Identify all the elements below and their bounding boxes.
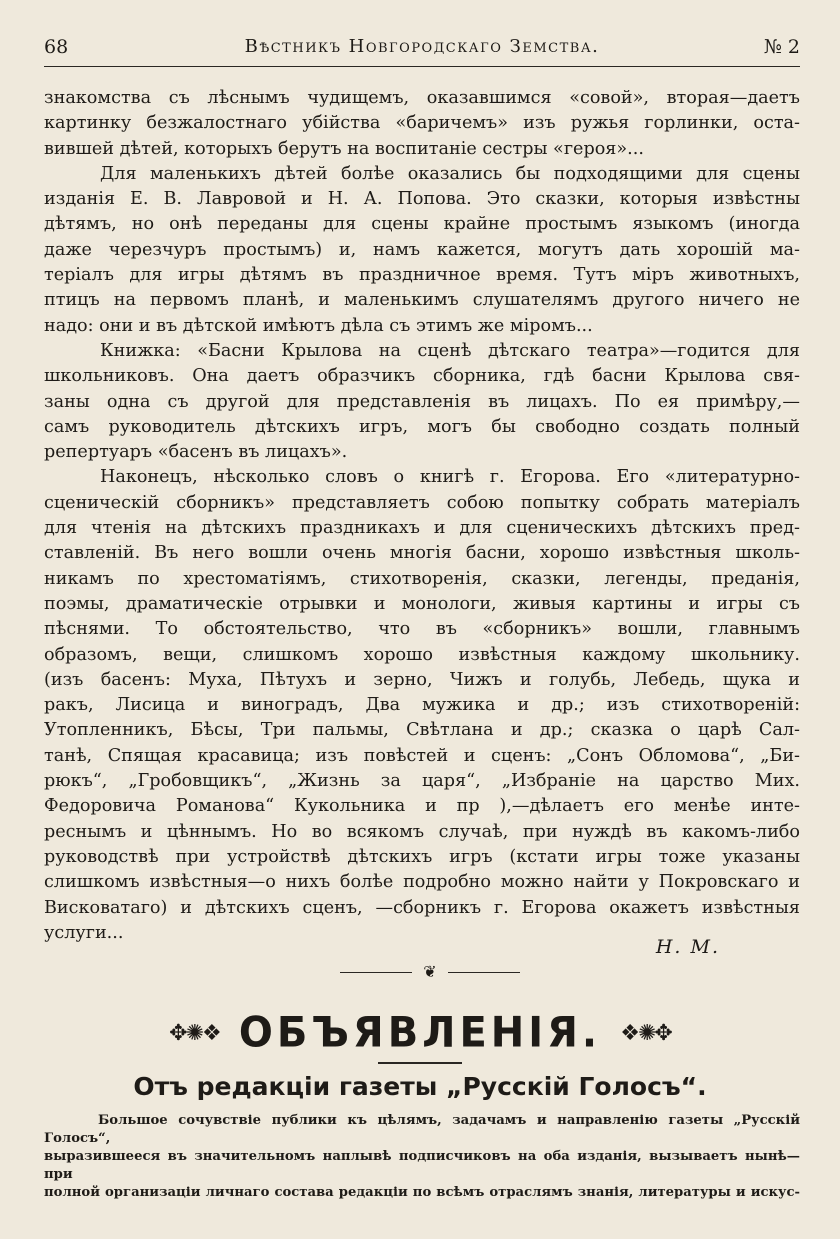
fleuron-icon: ❦ [412,962,448,982]
ads-title: ОБЪЯВЛЕНІЯ. [238,1008,602,1058]
text-line: услуги... [44,922,124,943]
text-line: репертуаръ «басенъ въ лицахъ». [44,442,348,463]
text-line: знакомства съ лѣснымъ чудищемъ, оказавшимся «совой», вторая—даетъ [44,88,800,108]
text-line: реснымъ и цѣннымъ. Но во всякомъ случаѣ, при нуждѣ въ какомъ-либо [44,821,800,842]
ads-heading [0,1010,840,1056]
text-line: Книжка: «Басни Крылова на сценѣ дѣтскаго театра»—годится для [100,340,800,361]
text-line: Федоровича Романова“ Кукольника и пр ),—дѣлаетъ его менѣе инте- [44,796,800,817]
text-line: теріалъ для игры дѣтямъ въ праздничное время. Тутъ міръ животныхъ, [44,265,800,286]
text-line: школьниковъ. Она даетъ образчикъ сборника, гдѣ басни Крылова свя- [44,366,800,387]
text-line: пѣснями. То обстоятельство, что въ «сборникъ» вошли, главнымъ [44,619,800,640]
text-line: изданія Е. В. Лавровой и Н. А. Попова. Это сказки, которыя извѣстны [44,189,800,210]
section-divider-ornament [340,962,520,982]
text-line: руководствѣ при устройствѣ дѣтскихъ игръ (кстати игры тоже указаны [44,846,800,867]
text-line: для чтенія на дѣтскихъ праздникахъ и для сценическихъ дѣтскихъ пред- [44,518,800,539]
text-line: танѣ, Спящая красавица; изъ повѣстей и сценъ: „Сонъ Обломова“, „Би- [44,745,800,766]
issue-number: № 2 [763,36,800,58]
text-line: Висковатаго) и дѣтскихъ сценъ, —сборникъ г. Егорова окажетъ извѣстныя [44,897,800,918]
running-header [44,36,800,67]
text-line: поэмы, драматическіе отрывки и монологи, живыя картины и игры съ [44,593,800,614]
text-line: Утопленникъ, Бѣсы, Три пальмы, Свѣтлана и др.; сказка о царѣ Сал- [44,720,800,741]
text-line: птицъ на первомъ планѣ, и маленькимъ слушателямъ другого ничего не [44,290,800,311]
ad-subheading: Отъ редакціи газеты „Русскій Голосъ“. [133,1072,707,1101]
article-body [44,86,800,946]
text-line: сценическій сборникъ» представляетъ собою попытку собрать матеріалъ [44,492,800,513]
ad-line: полной организаціи личнаго состава редакціи по всѣмъ отраслямъ знанія, литературы и искус- [44,1185,800,1200]
page-number: 68 [44,36,69,58]
text-line: слишкомъ извѣстныя—о нихъ болѣе подробно можно найти у Покровскаго и [44,872,800,893]
text-line: картинку безжалостнаго убійства «баричемъ» изъ ружья горлинки, оста- [44,113,800,134]
flourish-right-icon: ❖✺✥ [620,1020,671,1046]
heading-rule [378,1062,462,1064]
text-line: образомъ, вещи, слишкомъ хорошо извѣстныя каждому школьнику. [44,644,800,665]
text-line: ставленій. Въ него вошли очень многія басни, хорошо извѣстныя школь- [44,543,800,564]
ad-line: Большое сочувствіе публики къ цѣлямъ, задачамъ и направленію газеты „Русскій Голосъ“, [44,1113,800,1146]
text-line: заны одна съ другой для представленія въ лицахъ. По ея примѣру,— [44,391,800,412]
flourish-left-icon: ✥✺❖ [169,1020,220,1046]
author-signature: Н. М. [655,936,720,958]
text-line: ракъ, Лисица и виноградъ, Два мужика и др.; изъ стихотвореній: [44,695,800,716]
ad-text [44,1112,800,1202]
text-line: даже черезчуръ простымъ) и, намъ кажется, могутъ дать хорошій ма- [44,239,800,260]
text-line: надо: они и въ дѣтской имѣютъ дѣла съ этимъ же міромъ... [44,315,593,336]
text-line: самъ руководитель дѣтскихъ игръ, могъ бы свободно создать полный [44,416,800,437]
text-line: дѣтямъ, но онѣ переданы для сцены крайне простымъ языкомъ (иногда [44,214,800,235]
text-line: никамъ по хрестоматіямъ, стихотворенія, сказки, легенды, преданія, [44,568,800,589]
ad-line: выразившееся въ значительномъ наплывѣ подписчиковъ на оба изданія, вызываетъ нынѣ—при [44,1149,800,1182]
text-line: вившей дѣтей, которыхъ берутъ на воспитаніе сестры «героя»... [44,138,644,159]
journal-title: Вѣстникъ Новгородскаго Земства. [244,36,600,57]
text-line: Для маленькихъ дѣтей болѣе оказались бы подходящими для сцены [100,163,800,184]
text-line: рюкъ“, „Гробовщикъ“, „Жизнь за царя“, „Избраніе на царство Мих. [44,771,800,792]
text-line: (изъ басенъ: Муха, Пѣтухъ и зерно, Чижъ и голубь, Лебедь, щука и [44,669,800,690]
text-line: Наконецъ, нѣсколько словъ о книгѣ г. Егорова. Его «литературно- [100,467,800,488]
